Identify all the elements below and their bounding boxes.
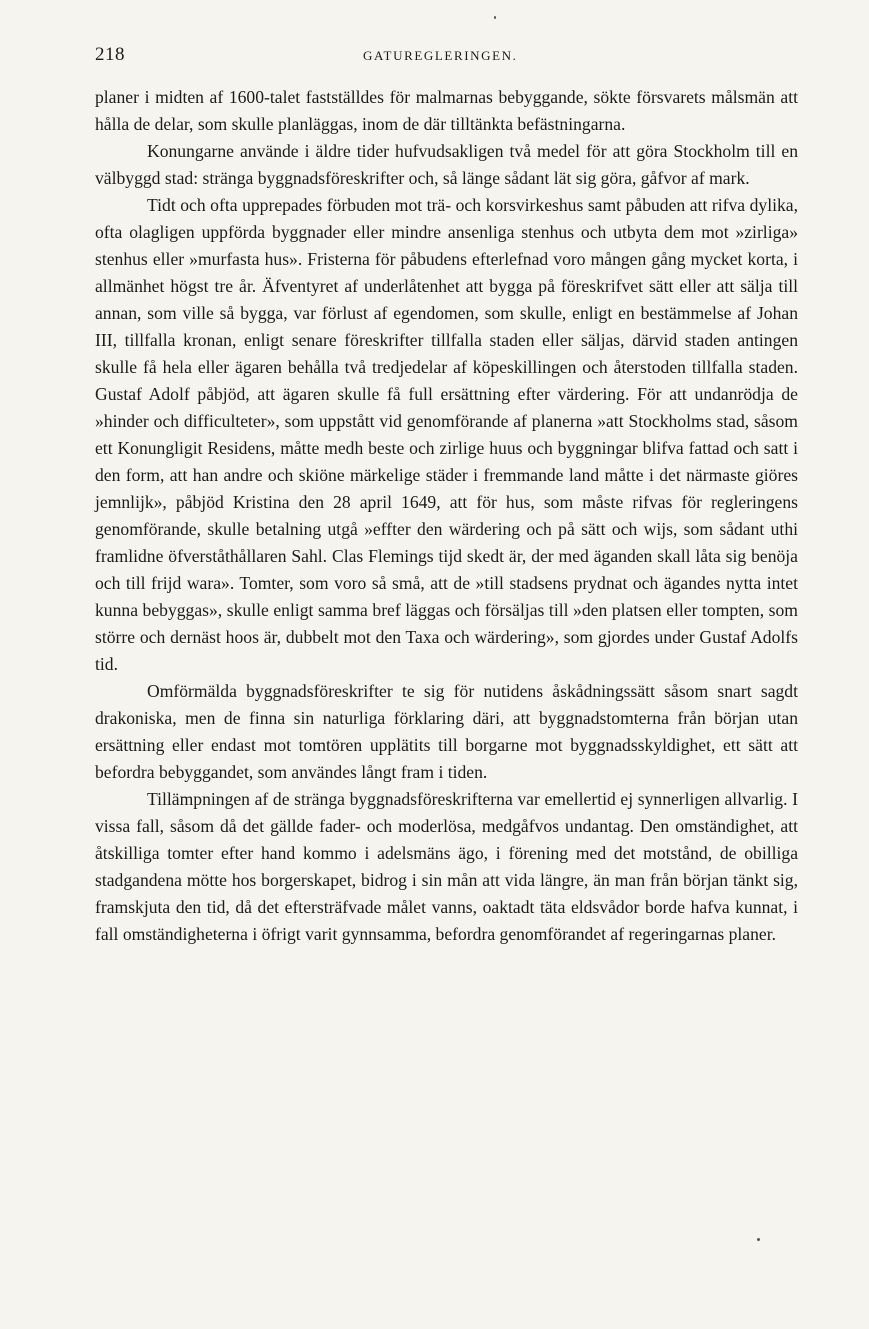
- paragraph-continued: planer i midten af 1600-talet fastställdes för malmarnas bebyggande, sökte försvarets målsmän att hålla de delar, som skulle planläggas, inom de där tilltänkta befästningarna.: [95, 87, 798, 134]
- paragraph: Tidt och ofta upprepades förbuden mot trä- och korsvirkeshus samt påbuden att rifva dylika, ofta olagligen uppförda byggnader eller mindre ansenliga stenhus och utbyta dem mot »zirliga» stenhus eller »murfasta hus». Fristerna för påbudens efterlefnad voro mången gång mycket korta, i allmänhet högst tre år. Äfventyret af underlåtenhet att bygga på föreskrifvet sätt eller att sälja till annan, som ville så bygga, var förlust af egendomen, som skulle, enligt en bestämmelse af Johan III, tillfalla kronan, enligt senare föreskrifter tillfalla staden eller säljas, därvid staden antingen skulle få hela eller ägaren behålla två tredjedelar af köpeskillingen och återstoden tillfalla staden. Gustaf Adolf påbjöd, att ägaren skulle få full ersättning efter värdering. För att undanrödja de »hinder och difficulteter», som uppstått vid genomförande af planerna »att Stockholms stad, såsom ett Konungligit Residens, måtte medh beste och zirlige huus och byggningar blifva fattad och satt i den form, att han andre och skiöne märkelige städer i fremmande land måtte i det närmaste giöres jemnlijk», påbjöd Kristina den 28 april 1649, att för hus, som måste rifvas för regleringens genomförande, skulle betalning utgå »effter den wärdering och på sätt och wijs, som sådant uthi framlidne öfverståthållaren Sahl. Clas Flemings tijd skedt är, der med äganden skall låta sig benöja och till frijd wara». Tomter, som voro så små, att de »till stadsens prydnat och ägandes nytta intet kunna bebyggas», skulle enligt samma bref läggas och försäljas till »den platsen eller tompten, som större och dernäst hoos är, dubbelt mot den Taxa och wärdering», som gjordes under Gustaf Adolfs tid.: [95, 195, 798, 674]
- running-title: GATUREGLERINGEN.: [363, 48, 518, 63]
- paragraph: Konungarne använde i äldre tider hufvudsakligen två medel för att göra Stockholm till en välbyggd stad: stränga byggnadsföreskrifter och, så länge sådant lät sig göra, gåfvor af mark.: [95, 141, 798, 188]
- paragraph: Tillämpningen af de stränga byggnadsföreskrifterna var emellertid ej synnerligen allvarlig. I vissa fall, såsom då det gällde fader- och moderlösa, medgåfvos undantag. Den omständighet, att åtskilliga tomter efter hand kommo i adelsmäns ägo, i förening med det motstånd, de obilliga stadgandena mötte hos borgerskapet, bidrog i sin mån att vida längre, än man från början tänkt sig, framskjuta den tid, då det eftersträfvade målet vanns, oaktadt täta eldsvådor borde hafva kunnat, i fall omständigheterna i öfrigt varit gynnsamma, befordra genomförandet af regeringarnas planer.: [95, 789, 798, 944]
- page-number: 218: [95, 44, 125, 65]
- paper-speck: [494, 16, 496, 19]
- paper-speck: [757, 1238, 760, 1241]
- body-text: [95, 84, 798, 948]
- page-header: [95, 44, 798, 68]
- paragraph: Omförmälda byggnadsföreskrifter te sig för nutidens åskådningssätt såsom snart sagdt drakoniska, men de finna sin naturliga förklaring däri, att byggnadstomterna från början utan ersättning eller endast mot tomtören upplätits till borgarne mot byggnadsskyldighet, ett sätt att befordra bebyggandet, som användes långt fram i tiden.: [95, 681, 798, 782]
